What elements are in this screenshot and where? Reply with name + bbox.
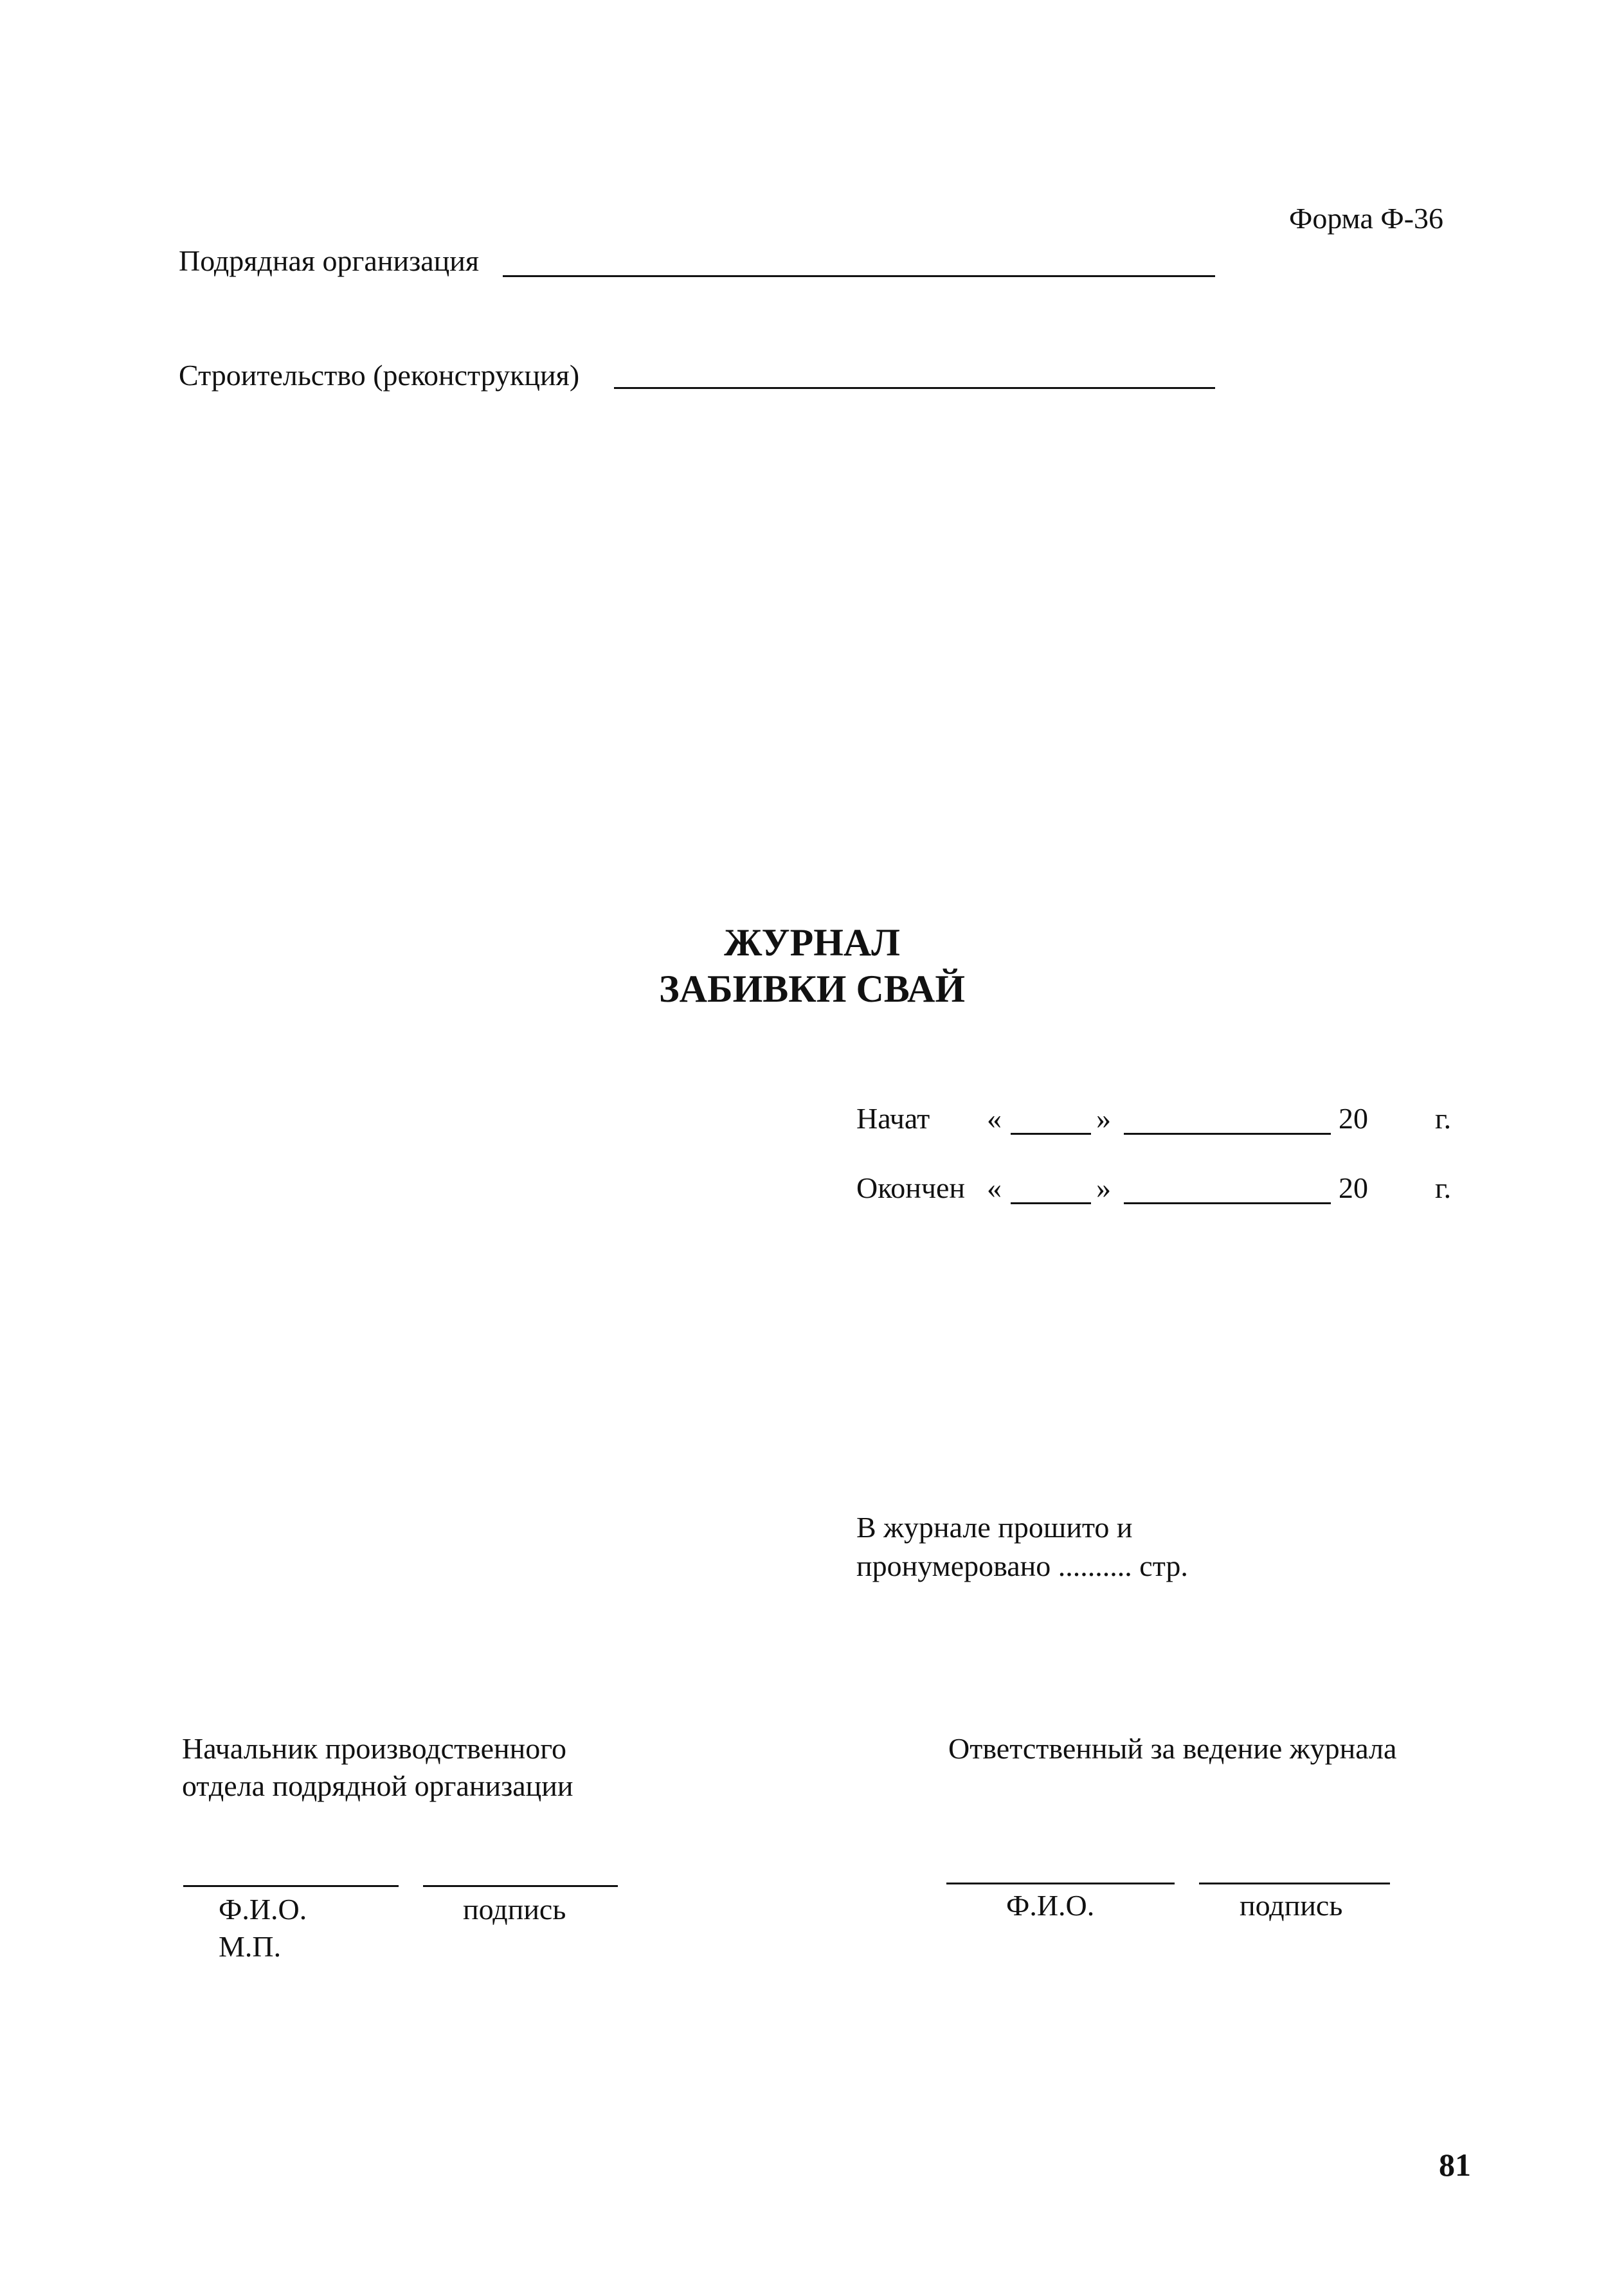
finished-label: Окончен <box>856 1171 966 1204</box>
started-quote-close: » <box>1096 1102 1111 1135</box>
right-signature-label: подпись <box>1240 1889 1343 1922</box>
left-signature-field[interactable] <box>423 1885 618 1887</box>
left-signature-label: подпись <box>463 1893 566 1926</box>
page-title <box>0 919 1624 1012</box>
started-label: Начат <box>856 1102 930 1135</box>
finished-day-field[interactable] <box>1011 1202 1091 1204</box>
left-signer-title-line-2: отдела подрядной организации <box>182 1769 573 1802</box>
finished-quote-close: » <box>1096 1171 1111 1204</box>
finished-year-suffix: г. <box>1435 1171 1452 1204</box>
started-month-field[interactable] <box>1124 1133 1331 1135</box>
started-quote-open: « <box>987 1102 1002 1135</box>
started-year-prefix: 20 <box>1339 1102 1368 1135</box>
right-fio-label: Ф.И.О. <box>1006 1889 1095 1922</box>
stamp-label: М.П. <box>219 1930 282 1963</box>
started-year-suffix: г. <box>1435 1102 1452 1135</box>
finished-month-field[interactable] <box>1124 1202 1331 1204</box>
form-label: Форма Ф-36 <box>1289 202 1444 235</box>
binding-note-line-2: пронумеровано .......... стр. <box>856 1549 1188 1582</box>
started-day-field[interactable] <box>1011 1133 1091 1135</box>
finished-quote-open: « <box>987 1171 1002 1204</box>
left-fio-label: Ф.И.О. <box>219 1893 307 1926</box>
contractor-field[interactable] <box>503 275 1215 277</box>
right-fio-field[interactable] <box>946 1883 1175 1884</box>
right-signer-title: Ответственный за ведение журнала <box>948 1732 1397 1765</box>
page-number: 81 <box>1439 2147 1471 2183</box>
title-line-2: ЗАБИВКИ СВАЙ <box>658 968 966 1010</box>
left-fio-field[interactable] <box>183 1885 399 1887</box>
contractor-label: Подрядная организация <box>179 244 480 277</box>
right-signature-field[interactable] <box>1199 1883 1390 1884</box>
title-line-1: ЖУРНАЛ <box>724 921 900 964</box>
construction-label: Строительство (реконструкция) <box>179 359 580 392</box>
construction-field[interactable] <box>614 387 1215 389</box>
left-signer-title-line-1: Начальник производственного <box>182 1732 566 1765</box>
binding-note-line-1: В журнале прошито и <box>856 1511 1133 1544</box>
finished-year-prefix: 20 <box>1339 1171 1368 1204</box>
